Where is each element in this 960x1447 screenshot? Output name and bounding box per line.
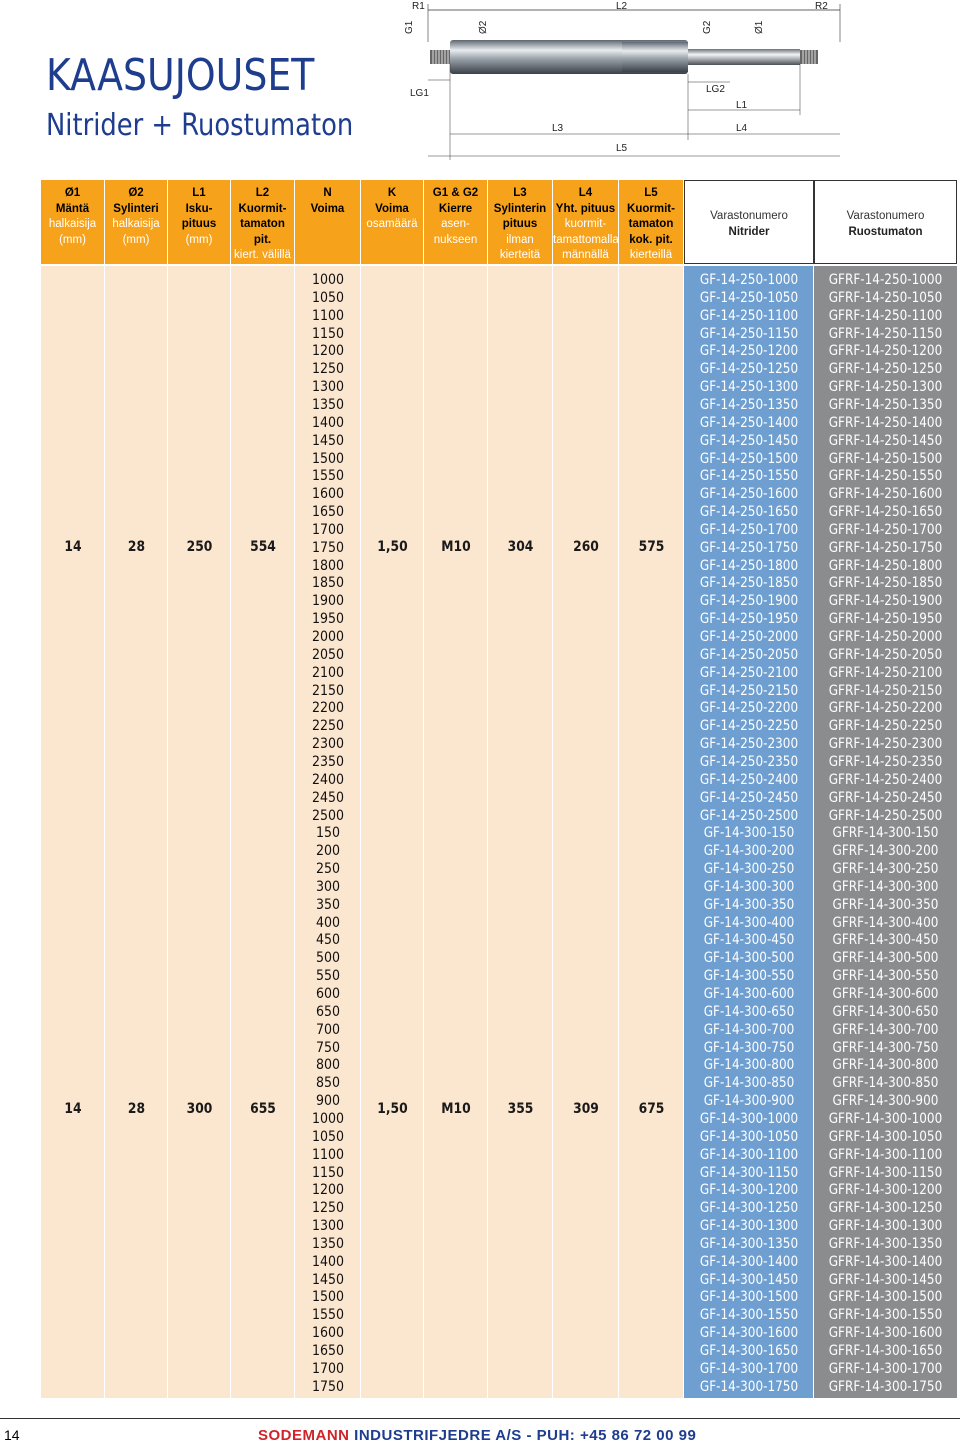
force-value: 1750 bbox=[311, 539, 345, 556]
cell-thread: M10 bbox=[441, 538, 471, 555]
label-g2: G2 bbox=[702, 20, 713, 34]
force-value: 1050 bbox=[311, 289, 345, 306]
force-value: 2450 bbox=[311, 789, 345, 806]
nitrider-stock-number: GF-14-300-450 bbox=[703, 932, 795, 949]
header-line: G1 & G2 bbox=[432, 187, 479, 199]
nitrider-stock-number: GF-14-300-550 bbox=[703, 968, 795, 985]
force-value: 1050 bbox=[311, 1128, 345, 1145]
header-line: L3 bbox=[513, 187, 527, 199]
header-l4 bbox=[553, 180, 619, 264]
label-l4: L4 bbox=[736, 123, 748, 134]
inox-stock-number: GFRF-14-300-250 bbox=[832, 861, 939, 878]
nitrider-stock-number: GF-14-300-1750 bbox=[699, 1378, 799, 1395]
force-value: 200 bbox=[315, 843, 341, 860]
inox-stock-number: GFRF-14-300-1700 bbox=[828, 1360, 943, 1377]
inox-stock-number: GFRF-14-300-1100 bbox=[828, 1146, 943, 1163]
label-lg1: LG1 bbox=[410, 88, 429, 99]
force-value: 1250 bbox=[311, 361, 345, 378]
header-k bbox=[361, 180, 424, 264]
header-line: pituus bbox=[181, 218, 217, 230]
inox-stock-number: GFRF-14-300-700 bbox=[832, 1021, 939, 1038]
header-inox bbox=[814, 180, 957, 264]
nitrider-stock-number: GF-14-300-1050 bbox=[699, 1128, 799, 1145]
footer-contact: INDUSTRIFJEDRE A/S - PUH: +45 86 72 00 99 bbox=[349, 1427, 697, 1444]
header-line: halkaisija bbox=[48, 218, 97, 230]
force-value: 2100 bbox=[311, 664, 345, 681]
nitrider-stock-number: GF-14-250-2450 bbox=[699, 789, 799, 806]
inox-stock-number: GFRF-14-250-1700 bbox=[828, 521, 943, 538]
force-value: 1650 bbox=[311, 1343, 345, 1359]
force-value: 1300 bbox=[311, 379, 345, 396]
nitrider-stock-number: GF-14-300-1100 bbox=[699, 1146, 799, 1163]
header-l5 bbox=[619, 180, 684, 264]
header-l3 bbox=[488, 180, 553, 264]
inox-stock-number: GFRF-14-250-1800 bbox=[828, 557, 943, 574]
nitrider-stock-number: GF-14-300-1150 bbox=[699, 1164, 799, 1181]
inox-stock-number: GFRF-14-300-1250 bbox=[828, 1200, 943, 1217]
force-value: 2250 bbox=[311, 718, 345, 735]
label-r2: R2 bbox=[815, 1, 828, 12]
header-line: L1 bbox=[192, 187, 206, 199]
cell-d2: 28 bbox=[127, 1100, 146, 1117]
force-value: 1450 bbox=[311, 1271, 345, 1288]
header-line: ilman bbox=[506, 233, 534, 246]
nitrider-stock-number: GF-14-300-1700 bbox=[699, 1360, 799, 1377]
header-line: Isku- bbox=[185, 202, 213, 215]
nitrider-stock-number: GF-14-300-150 bbox=[703, 825, 795, 842]
force-value: 500 bbox=[315, 950, 341, 967]
header-line: Nitrider bbox=[728, 225, 770, 238]
force-value: 1850 bbox=[311, 575, 345, 592]
nitrider-stock-number: GF-14-300-650 bbox=[703, 1003, 795, 1020]
inox-stock-number: GFRF-14-300-1350 bbox=[828, 1235, 943, 1252]
nitrider-stock-number: GF-14-300-1550 bbox=[699, 1307, 799, 1324]
inox-stock-number: GFRF-14-250-1350 bbox=[828, 396, 943, 413]
header-line: L2 bbox=[255, 187, 270, 199]
footer bbox=[0, 1418, 960, 1447]
nitrider-stock-number: GF-14-250-1200 bbox=[699, 343, 799, 360]
inox-stock-number: GFRF-14-300-600 bbox=[832, 986, 939, 1002]
nitrider-stock-number: GF-14-250-1500 bbox=[699, 450, 799, 467]
force-value: 2000 bbox=[311, 629, 345, 645]
inox-stock-number: GFRF-14-250-2500 bbox=[828, 807, 943, 824]
header-n bbox=[295, 180, 361, 264]
nitrider-stock-number: GF-14-300-300 bbox=[703, 878, 795, 895]
header-line: kiert. välillä bbox=[234, 249, 291, 261]
force-value: 2300 bbox=[311, 736, 345, 753]
inox-stock-number: GFRF-14-250-2450 bbox=[828, 789, 943, 806]
nitrider-stock-number: GF-14-300-200 bbox=[703, 843, 795, 860]
nitrider-stock-number: GF-14-300-350 bbox=[703, 896, 795, 913]
inox-stock-number: GFRF-14-300-1450 bbox=[828, 1271, 943, 1288]
force-value: 1200 bbox=[311, 343, 345, 360]
cell-l3: 304 bbox=[507, 538, 534, 555]
nitrider-stock-number: GF-14-300-1600 bbox=[699, 1325, 799, 1342]
inox-stock-number: GFRF-14-250-1950 bbox=[828, 611, 943, 628]
inox-stock-number: GFRF-14-300-1500 bbox=[828, 1289, 943, 1306]
force-value: 250 bbox=[315, 861, 341, 878]
header-line: osamäärä bbox=[366, 218, 418, 230]
inox-stock-number: GFRF-14-250-2300 bbox=[828, 736, 943, 753]
inox-stock-number: GFRF-14-300-1050 bbox=[828, 1128, 943, 1145]
force-value: 2500 bbox=[311, 807, 345, 824]
force-value: 300 bbox=[315, 878, 341, 895]
inox-stock-number: GFRF-14-250-1550 bbox=[828, 468, 943, 485]
nitrider-stock-number: GF-14-250-2400 bbox=[699, 771, 799, 788]
force-value: 900 bbox=[315, 1093, 341, 1110]
page-subtitle: Nitrider + Ruostumaton bbox=[46, 108, 354, 143]
force-value: 750 bbox=[315, 1039, 341, 1056]
column-bg bbox=[41, 266, 104, 1398]
nitrider-stock-number: GF-14-300-250 bbox=[703, 861, 795, 878]
force-value: 800 bbox=[315, 1057, 341, 1074]
nitrider-stock-number: GF-14-250-1100 bbox=[699, 307, 799, 324]
inox-stock-number: GFRF-14-300-500 bbox=[832, 950, 939, 967]
inox-stock-number: GFRF-14-250-1050 bbox=[828, 289, 943, 306]
cell-k: 1,50 bbox=[377, 538, 408, 555]
nitrider-stock-number: GF-14-300-1000 bbox=[699, 1110, 799, 1127]
nitrider-stock-number: GF-14-250-1950 bbox=[699, 611, 799, 628]
nitrider-stock-number: GF-14-250-2150 bbox=[699, 682, 799, 699]
header-line: tamattomalla bbox=[553, 233, 619, 246]
force-value: 2350 bbox=[311, 753, 345, 770]
inox-stock-number: GFRF-14-250-2100 bbox=[828, 664, 943, 681]
header-line: pit. bbox=[253, 233, 272, 246]
header-line: (mm) bbox=[59, 233, 86, 246]
force-value: 2150 bbox=[311, 682, 345, 699]
inox-stock-number: GFRF-14-300-800 bbox=[832, 1057, 939, 1074]
force-value: 1300 bbox=[311, 1218, 345, 1235]
column-bg bbox=[231, 266, 294, 1398]
header-line: Kuormit- bbox=[238, 202, 287, 215]
header-line: asen- bbox=[441, 218, 470, 230]
header-line: Mäntä bbox=[55, 202, 90, 215]
label-lg2: LG2 bbox=[706, 84, 725, 95]
nitrider-stock-number: GF-14-250-2300 bbox=[699, 736, 799, 753]
header-line: K bbox=[387, 187, 397, 199]
force-value: 1000 bbox=[311, 1110, 345, 1127]
nitrider-stock-number: GF-14-250-1750 bbox=[699, 539, 799, 556]
inox-stock-number: GFRF-14-250-1000 bbox=[828, 272, 943, 288]
column-bg bbox=[105, 266, 167, 1398]
force-value: 1000 bbox=[311, 272, 345, 288]
inox-stock-number: GFRF-14-250-1300 bbox=[828, 379, 943, 396]
force-value: 1550 bbox=[311, 1307, 345, 1324]
header-line: Kuormit- bbox=[627, 202, 675, 215]
cell-l1: 300 bbox=[186, 1100, 213, 1117]
header-line: kuormit- bbox=[564, 218, 607, 230]
column-bg bbox=[424, 266, 487, 1398]
inox-stock-number: GFRF-14-250-1850 bbox=[828, 575, 943, 592]
header-line: Yht. pituus bbox=[555, 202, 616, 215]
force-value: 550 bbox=[315, 968, 341, 985]
column-bg bbox=[619, 266, 683, 1398]
inox-stock-number: GFRF-14-250-1100 bbox=[828, 307, 943, 324]
inox-stock-number: GFRF-14-300-1200 bbox=[828, 1182, 943, 1199]
spec-table bbox=[41, 180, 957, 1398]
force-value: 650 bbox=[315, 1003, 341, 1020]
label-l1: L1 bbox=[736, 100, 748, 111]
cell-thread: M10 bbox=[441, 1100, 471, 1117]
page-title: KAASUJOUSET bbox=[46, 50, 315, 101]
cell-k: 1,50 bbox=[377, 1100, 408, 1117]
nitrider-stock-number: GF-14-250-2350 bbox=[699, 753, 799, 770]
force-value: 150 bbox=[315, 825, 341, 842]
inox-stock-number: GFRF-14-250-1250 bbox=[828, 361, 943, 378]
header-nit bbox=[684, 180, 814, 264]
nitrider-stock-number: GF-14-250-1000 bbox=[699, 272, 799, 288]
nitrider-stock-number: GF-14-300-1250 bbox=[699, 1200, 799, 1217]
header-thread bbox=[424, 180, 488, 264]
inox-stock-number: GFRF-14-250-2400 bbox=[828, 771, 943, 788]
cell-l3: 355 bbox=[507, 1100, 534, 1117]
force-value: 2200 bbox=[311, 700, 345, 717]
inox-stock-number: GFRF-14-300-1400 bbox=[828, 1253, 943, 1270]
inox-stock-number: GFRF-14-300-400 bbox=[832, 914, 939, 931]
footer-company bbox=[258, 1427, 696, 1444]
cell-d1: 14 bbox=[64, 538, 82, 555]
force-value: 1700 bbox=[311, 1360, 345, 1377]
nitrider-stock-number: GF-14-250-2250 bbox=[699, 718, 799, 735]
nitrider-stock-number: GF-14-300-1300 bbox=[699, 1218, 799, 1235]
header-l2 bbox=[231, 180, 295, 264]
force-value: 1350 bbox=[311, 396, 345, 413]
force-value: 1100 bbox=[311, 1146, 345, 1163]
header-line: (mm) bbox=[185, 233, 213, 246]
inox-stock-number: GFRF-14-250-1400 bbox=[828, 414, 943, 431]
inox-stock-number: GFRF-14-300-1150 bbox=[828, 1164, 943, 1181]
header-line: Varastonumero bbox=[710, 210, 788, 222]
inox-stock-number: GFRF-14-250-2150 bbox=[828, 682, 943, 699]
header-line: halkaisija bbox=[112, 218, 160, 230]
cell-l5: 575 bbox=[638, 538, 665, 555]
nitrider-stock-number: GF-14-250-2200 bbox=[699, 700, 799, 717]
header-line: Sylinterin bbox=[493, 202, 547, 215]
nitrider-stock-number: GF-14-300-850 bbox=[703, 1075, 795, 1092]
header-line: L5 bbox=[644, 187, 658, 199]
inox-stock-number: GFRF-14-300-200 bbox=[832, 843, 939, 860]
nitrider-stock-number: GF-14-300-500 bbox=[703, 950, 795, 967]
nitrider-stock-number: GF-14-250-1800 bbox=[699, 557, 799, 574]
force-value: 1750 bbox=[311, 1378, 345, 1395]
nitrider-stock-number: GF-14-250-1650 bbox=[699, 504, 799, 521]
nitrider-stock-number: GF-14-250-2500 bbox=[699, 807, 799, 824]
inox-stock-number: GFRF-14-250-2350 bbox=[828, 753, 943, 770]
inox-stock-number: GFRF-14-300-300 bbox=[832, 878, 939, 895]
cell-l4: 260 bbox=[573, 538, 599, 555]
column-bg bbox=[361, 266, 423, 1398]
inox-stock-number: GFRF-14-250-2050 bbox=[828, 646, 943, 663]
force-value: 1400 bbox=[311, 1253, 345, 1270]
nitrider-stock-number: GF-14-300-800 bbox=[703, 1057, 795, 1074]
force-value: 850 bbox=[315, 1075, 341, 1092]
label-l3: L3 bbox=[552, 123, 564, 134]
header-line: kok. pit. bbox=[629, 233, 673, 246]
force-value: 1200 bbox=[311, 1182, 345, 1199]
header-d2 bbox=[105, 180, 168, 264]
force-value: 1800 bbox=[311, 557, 345, 574]
inox-stock-number: GFRF-14-300-1650 bbox=[828, 1343, 943, 1359]
inox-stock-number: GFRF-14-300-1300 bbox=[828, 1218, 943, 1235]
header-line: tamaton bbox=[628, 218, 674, 230]
header-line: Ø1 bbox=[64, 187, 81, 199]
nitrider-stock-number: GF-14-300-1400 bbox=[699, 1253, 799, 1270]
cell-d2: 28 bbox=[127, 538, 146, 555]
nitrider-stock-number: GF-14-300-750 bbox=[703, 1039, 795, 1056]
force-value: 1150 bbox=[311, 325, 345, 342]
force-value: 400 bbox=[315, 914, 341, 931]
label-l5: L5 bbox=[616, 143, 628, 154]
force-value: 1950 bbox=[311, 611, 345, 628]
nitrider-stock-number: GF-14-300-1650 bbox=[699, 1343, 799, 1359]
cell-d1: 14 bbox=[64, 1100, 82, 1117]
inox-stock-number: GFRF-14-300-350 bbox=[832, 896, 939, 913]
gas-spring-drawing bbox=[390, 0, 960, 165]
force-value: 450 bbox=[315, 932, 341, 949]
force-value: 1100 bbox=[311, 307, 345, 324]
force-value: 2050 bbox=[311, 646, 345, 663]
inox-stock-number: GFRF-14-250-1600 bbox=[828, 486, 943, 503]
header-line: kierteillä bbox=[629, 249, 673, 261]
force-value: 1500 bbox=[311, 450, 345, 467]
nitrider-stock-number: GF-14-250-2000 bbox=[699, 629, 799, 645]
inox-stock-number: GFRF-14-250-1750 bbox=[828, 539, 943, 556]
force-value: 350 bbox=[315, 896, 341, 913]
inox-stock-number: GFRF-14-300-650 bbox=[832, 1003, 939, 1020]
force-value: 600 bbox=[315, 986, 341, 1002]
cell-l2: 655 bbox=[250, 1100, 276, 1117]
label-l2: L2 bbox=[616, 1, 628, 12]
nitrider-stock-number: GF-14-300-600 bbox=[703, 986, 795, 1002]
force-value: 1700 bbox=[311, 521, 345, 538]
inox-stock-number: GFRF-14-300-1000 bbox=[828, 1110, 943, 1127]
header-line: pituus bbox=[502, 218, 538, 230]
inox-stock-number: GFRF-14-250-1200 bbox=[828, 343, 943, 360]
force-value: 1150 bbox=[311, 1164, 345, 1181]
inox-stock-number: GFRF-14-300-450 bbox=[832, 932, 939, 949]
header-line: Voima bbox=[375, 202, 409, 215]
label-o2: Ø2 bbox=[478, 20, 489, 34]
force-value: 1900 bbox=[311, 593, 345, 610]
force-value: 1600 bbox=[311, 486, 345, 503]
force-value: 1400 bbox=[311, 414, 345, 431]
cell-l5: 675 bbox=[638, 1100, 665, 1117]
force-value: 2400 bbox=[311, 771, 345, 788]
inox-stock-number: GFRF-14-250-1500 bbox=[828, 450, 943, 467]
inox-stock-number: GFRF-14-300-850 bbox=[832, 1075, 939, 1092]
nitrider-stock-number: GF-14-250-1300 bbox=[699, 379, 799, 396]
column-bg bbox=[553, 266, 618, 1398]
inox-stock-number: GFRF-14-250-1650 bbox=[828, 504, 943, 521]
nitrider-stock-number: GF-14-300-1500 bbox=[699, 1289, 799, 1306]
nitrider-stock-number: GF-14-250-1900 bbox=[699, 593, 799, 610]
header-line: Varastonumero bbox=[846, 210, 925, 222]
label-o1: Ø1 bbox=[754, 20, 765, 34]
force-value: 700 bbox=[315, 1021, 341, 1038]
nitrider-stock-number: GF-14-300-900 bbox=[703, 1093, 795, 1110]
force-value: 1550 bbox=[311, 468, 345, 485]
nitrider-stock-number: GF-14-300-400 bbox=[703, 914, 795, 931]
nitrider-stock-number: GF-14-250-1050 bbox=[699, 289, 799, 306]
nitrider-stock-number: GF-14-250-1600 bbox=[699, 486, 799, 503]
inox-stock-number: GFRF-14-250-1450 bbox=[828, 432, 943, 449]
nitrider-stock-number: GF-14-250-1400 bbox=[699, 414, 799, 431]
header-line: (mm) bbox=[122, 233, 150, 246]
force-value: 1600 bbox=[311, 1325, 345, 1342]
header-line: Voima bbox=[310, 202, 345, 215]
inox-stock-number: GFRF-14-250-2200 bbox=[828, 700, 943, 717]
label-g1: G1 bbox=[404, 20, 415, 34]
inox-stock-number: GFRF-14-300-550 bbox=[832, 968, 939, 985]
force-value: 1650 bbox=[311, 504, 345, 521]
label-r1: R1 bbox=[412, 1, 425, 12]
nitrider-stock-number: GF-14-300-1450 bbox=[699, 1271, 799, 1288]
header-line: Ø2 bbox=[128, 187, 144, 199]
header-line: L4 bbox=[578, 187, 593, 199]
nitrider-stock-number: GF-14-250-1550 bbox=[699, 468, 799, 485]
header-line: tamaton bbox=[240, 218, 285, 230]
inox-stock-number: GFRF-14-250-2000 bbox=[828, 629, 943, 645]
inox-stock-number: GFRF-14-300-900 bbox=[832, 1093, 939, 1110]
force-value: 1350 bbox=[311, 1235, 345, 1252]
nitrider-stock-number: GF-14-300-1200 bbox=[699, 1182, 799, 1199]
inox-stock-number: GFRF-14-300-1600 bbox=[828, 1325, 943, 1342]
inox-stock-number: GFRF-14-250-1900 bbox=[828, 593, 943, 610]
footer-brand: SODEMANN bbox=[258, 1427, 350, 1444]
inox-stock-number: GFRF-14-300-1750 bbox=[828, 1378, 943, 1395]
nitrider-stock-number: GF-14-250-1450 bbox=[699, 432, 799, 449]
nitrider-stock-number: GF-14-300-700 bbox=[703, 1021, 795, 1038]
force-value: 1250 bbox=[311, 1200, 345, 1217]
header-line: männällä bbox=[562, 249, 609, 261]
nitrider-stock-number: GF-14-250-1250 bbox=[699, 361, 799, 378]
header-line: Sylinteri bbox=[113, 202, 159, 215]
header-line: Kierre bbox=[438, 202, 473, 215]
inox-stock-number: GFRF-14-250-1150 bbox=[828, 325, 943, 342]
footer-divider bbox=[0, 1418, 960, 1419]
nitrider-stock-number: GF-14-250-2050 bbox=[699, 646, 799, 663]
column-bg bbox=[488, 266, 552, 1398]
nitrider-stock-number: GF-14-250-1150 bbox=[699, 325, 799, 342]
nitrider-stock-number: GF-14-250-2100 bbox=[699, 664, 799, 681]
cell-l1: 250 bbox=[186, 538, 213, 555]
header-line: N bbox=[323, 187, 332, 199]
column-bg bbox=[168, 266, 230, 1398]
header-line: nukseen bbox=[433, 233, 478, 246]
inox-stock-number: GFRF-14-250-2250 bbox=[828, 718, 943, 735]
inox-stock-number: GFRF-14-300-150 bbox=[832, 825, 939, 842]
header-line: kierteitä bbox=[499, 249, 541, 261]
page-number: 14 bbox=[4, 1427, 20, 1443]
inox-stock-number: GFRF-14-300-1550 bbox=[828, 1307, 943, 1324]
header-d1 bbox=[41, 180, 105, 264]
force-value: 1450 bbox=[311, 432, 345, 449]
nitrider-stock-number: GF-14-300-1350 bbox=[699, 1235, 799, 1252]
nitrider-stock-number: GF-14-250-1850 bbox=[699, 575, 799, 592]
nitrider-stock-number: GF-14-250-1700 bbox=[699, 521, 799, 538]
cell-l2: 554 bbox=[250, 538, 276, 555]
inox-stock-number: GFRF-14-300-750 bbox=[832, 1039, 939, 1056]
header-line: Ruostumaton bbox=[848, 225, 923, 238]
cell-l4: 309 bbox=[573, 1100, 599, 1117]
nitrider-stock-number: GF-14-250-1350 bbox=[699, 396, 799, 413]
force-value: 1500 bbox=[311, 1289, 345, 1306]
header-l1 bbox=[168, 180, 231, 264]
